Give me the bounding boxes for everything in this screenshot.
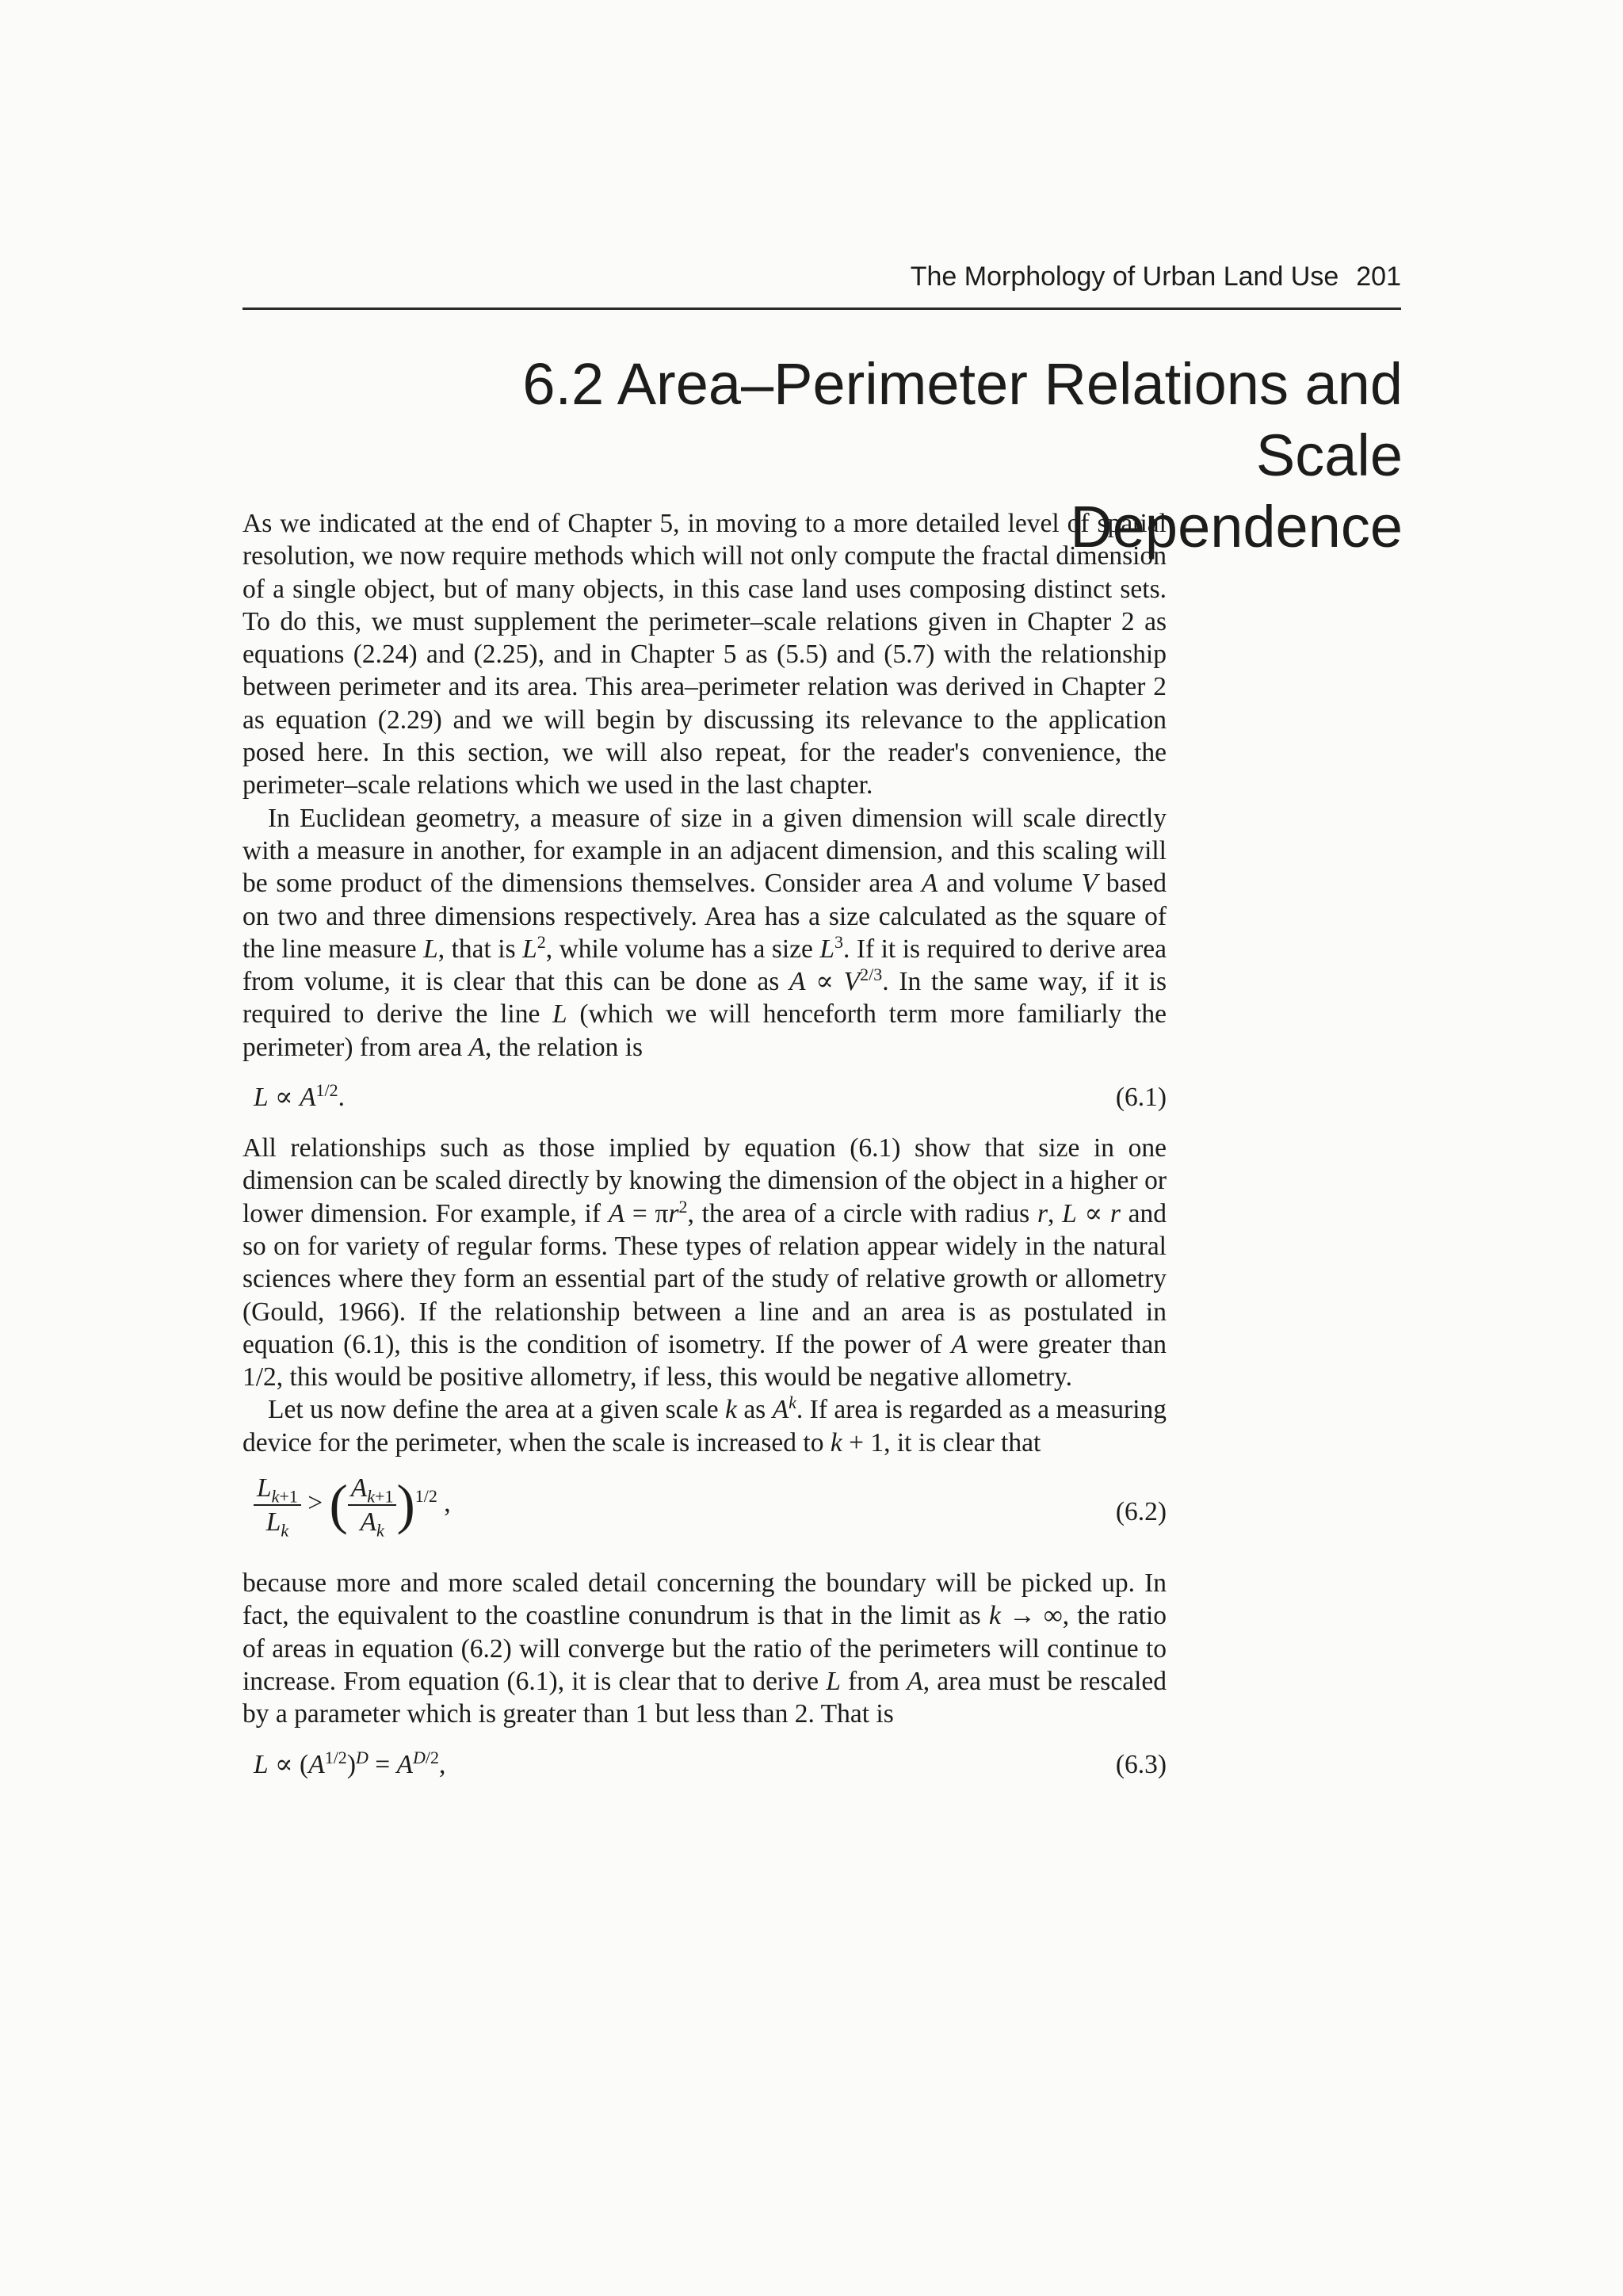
running-title: The Morphology of Urban Land Use: [910, 262, 1339, 292]
paragraph-2: In Euclidean geometry, a measure of size in a given dimension will scale directly with a measure in another, for example in an adjacent dimension, and this scaling will be some product of the dimensions themselves. Consider area A and volume V based on two and three dimensions respectively. Area has a size calculated as the square of the line measure L, that is $L^2$, while volume has a size $L^3$. If it is required to derive area from volume, it is clear that this can be done as $A \propto V^{2/3}$. In the same way, if it is required to derive the line L (which we will henceforth term more familiarly the perimeter) from area A, the relation is: [242, 803, 1167, 1062]
header-rule: [242, 308, 1401, 310]
equation-6-3-number: (6.3): [1115, 1749, 1167, 1779]
paragraph-4: Let us now define the area at a given scale k as $A^k$. If area is regarded as a measuring device for the perimeter, when the scale is increased to k + 1, it is clear that: [242, 1392, 1167, 1457]
equation-6-2: [242, 1464, 1167, 1559]
equation-6-1-expression: $L \propto A^{1/2}$.: [254, 1079, 346, 1113]
equation-6-2-expression: $\frac{L_{k+1}}{L_k}$ > ( $\frac{A_{k+1}}{A_k}$ )$^{1/2}$ ,: [254, 1472, 451, 1539]
equation-6-2-number: (6.2): [1115, 1497, 1167, 1527]
equation-6-1-number: (6.1): [1115, 1083, 1167, 1113]
running-header: [242, 262, 1401, 292]
paragraph-3: All relationships such as those implied by equation (6.1) show that size in one dimension can be scaled directly by knowing the dimension of the object in a higher or lower dimension. For example, if $A = \pi r^2$, the area of a circle with radius r, L ∝ r and so on for variety of regular forms. These types of relation appear widely in the natural sciences where they form an essential part of the study of relative growth or allometry (Gould, 1966). If the relationship between a line and an area is as postulated in equation (6.1), this is the condition of isometry. If the power of A were greater than 1/2, this would be positive allometry, if less, this would be negative allometry.: [242, 1133, 1167, 1392]
equation-6-3-expression: $L \propto (A^{1/2})^D = A^{D/2}$,: [254, 1747, 446, 1779]
page-number: 201: [1356, 262, 1401, 292]
equation-6-3: [242, 1740, 1167, 1790]
body-text: [242, 507, 1167, 1799]
section-number: 6.2: [522, 351, 605, 417]
paragraph-1: As we indicated at the end of Chapter 5, in moving to a more detailed level of spatial resolution, we now require methods which will not only compute the fractal dimension of a single object, but of many objects, in this case land uses composing distinct sets. To do this, we must supplement the perimeter–scale relations given in Chapter 2 as equations (2.24) and (2.25), and in Chapter 5 as (5.5) and (5.7) with the relationship between perimeter and its area. This area–perimeter relation was derived in Chapter 2 as equation (2.29) and we will begin by discussing its relevance to the application posed here. In this section, we will also repeat, for the reader's convenience, the perimeter–scale relations which we used in the last chapter.: [242, 509, 1167, 800]
equation-6-1: [242, 1073, 1167, 1122]
section-title-line2: Dependence: [1070, 494, 1403, 560]
section-title-line1: Area–Perimeter Relations and Scale: [617, 351, 1403, 488]
paragraph-5: because more and more scaled detail concerning the boundary will be picked up. In fact, the equivalent to the coastline conundrum is that in the limit as k → ∞, the ratio of areas in equation (6.2) will converge but the ratio of the perimeters will continue to increase. From equation (6.1), it is clear that to derive L from A, area must be rescaled by a parameter which is greater than 1 but less than 2. That is: [242, 1568, 1167, 1729]
